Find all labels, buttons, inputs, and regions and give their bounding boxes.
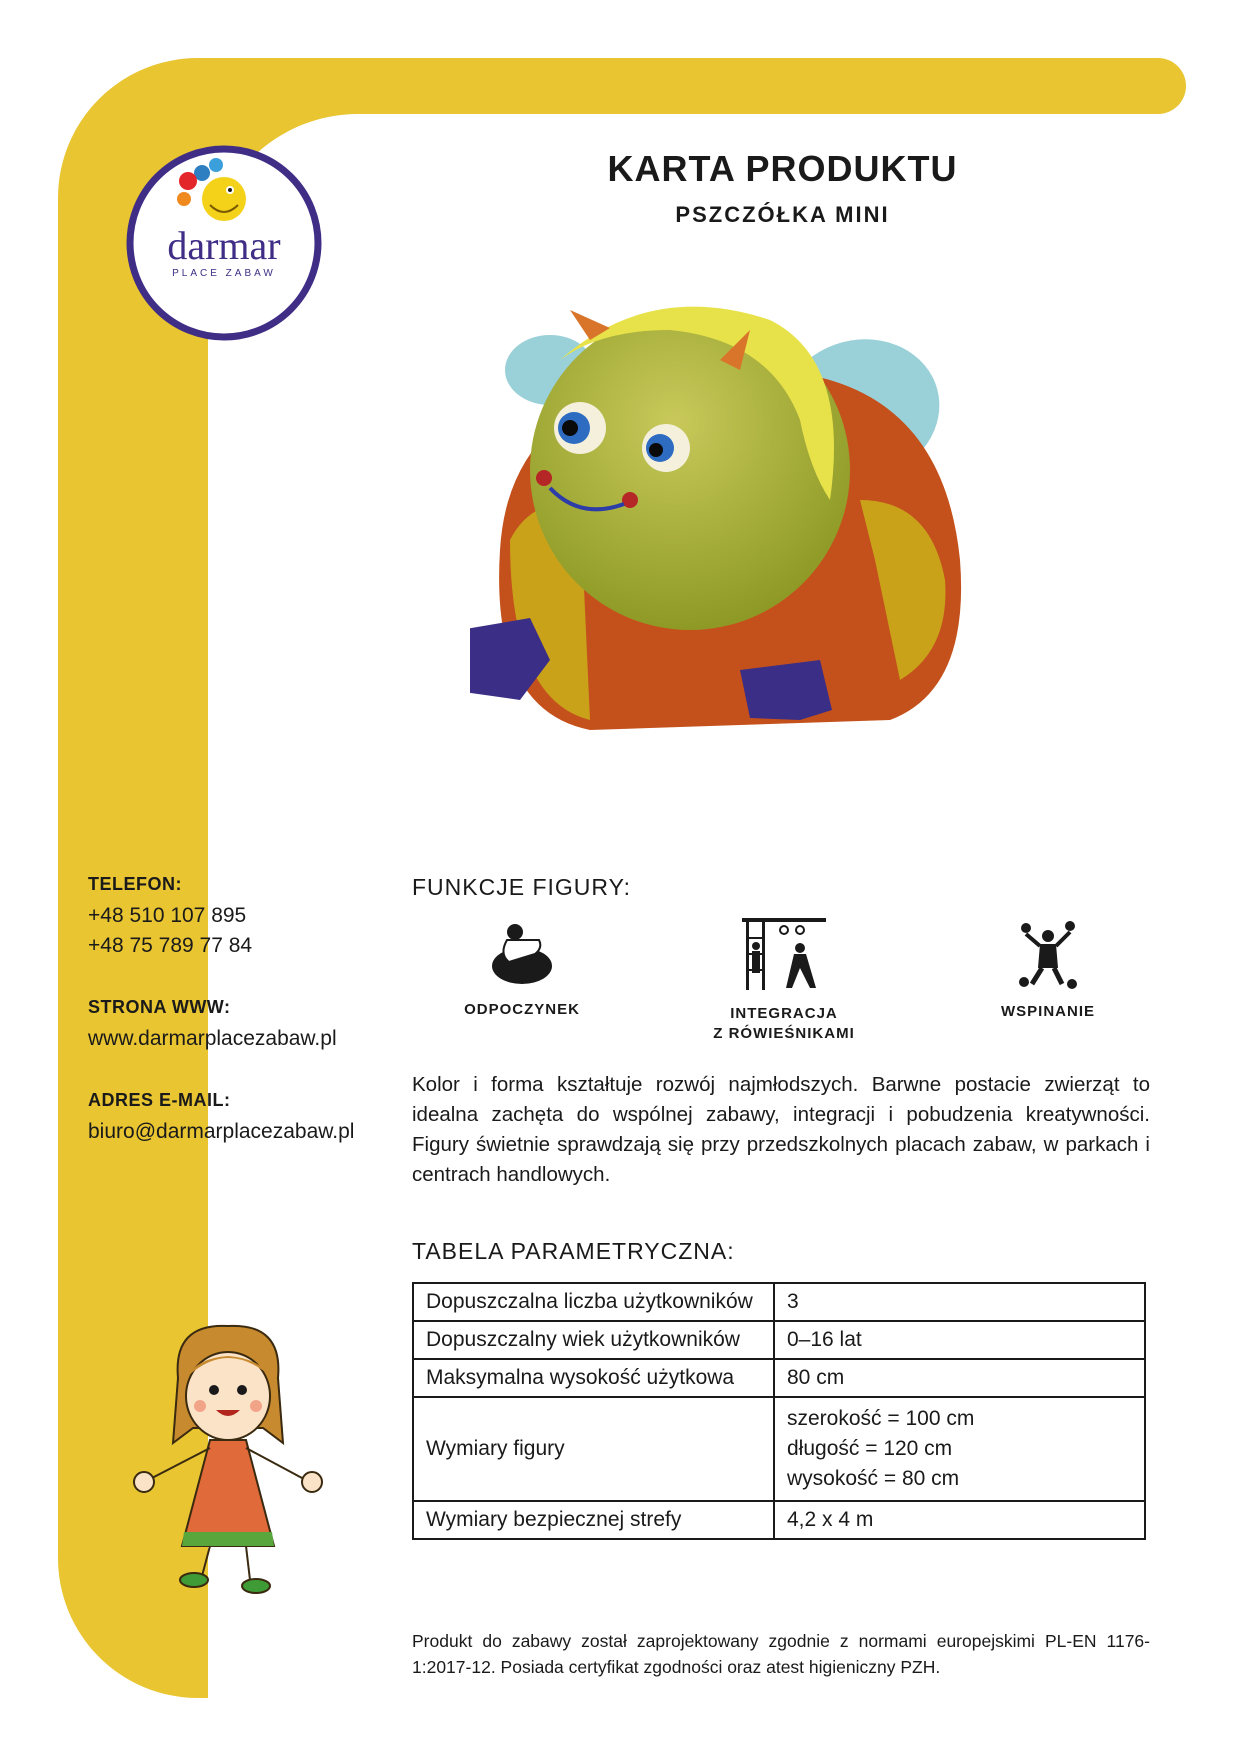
features-list — [412, 918, 1153, 1058]
www-label: STRONA WWW: — [88, 997, 231, 1017]
param-key: Wymiary figury — [413, 1397, 774, 1501]
table-row — [413, 1501, 1145, 1539]
param-key: Maksymalna wysokość użytkowa — [413, 1359, 774, 1397]
email-link[interactable]: biuro@darmarplacezabaw.pl — [88, 1120, 355, 1143]
feature-label: INTEGRACJA — [730, 1005, 838, 1022]
phone-label: TELEFON: — [88, 874, 182, 894]
features-heading: FUNKCJE FIGURY: — [412, 874, 632, 900]
website-link[interactable]: www.darmarplacezabaw.pl — [88, 1027, 337, 1050]
feature-label: WSPINANIE — [1000, 1003, 1095, 1020]
param-value — [774, 1397, 1145, 1501]
param-value: 3 — [774, 1283, 1145, 1321]
param-value: 80 cm — [774, 1359, 1145, 1397]
page-title: KARTA PRODUKTU — [607, 148, 958, 189]
param-value: 4,2 x 4 m — [774, 1501, 1145, 1539]
feature-rest — [412, 918, 632, 1020]
param-key: Dopuszczalna liczba użytkowników — [413, 1283, 774, 1321]
contact-block — [88, 874, 378, 1183]
feature-integration — [674, 918, 894, 1044]
brand-tagline: PLACE ZABAW — [172, 268, 276, 279]
feature-label: ODPOCZYNEK — [464, 1001, 580, 1018]
product-description: Kolor i forma kształtuje rozwój najmłodszych. Barwne postacie zwierząt to idealna zachęta do wspólnej zabawy, integracji i pobudzenia kreatywności. Figury świetnie sprawdzają się przy przedszkolnych placach zabaw, w parkach i centrach handlowych. — [412, 1073, 1150, 1186]
phone-number[interactable]: +48 75 789 77 84 — [88, 934, 253, 957]
feature-climbing — [938, 918, 1158, 1022]
table-row — [413, 1283, 1145, 1321]
bee-figure-image — [470, 300, 1070, 820]
param-value: 0–16 lat — [774, 1321, 1145, 1359]
girl-illustration — [118, 1318, 338, 1598]
params-heading: TABELA PARAMETRYCZNA: — [412, 1238, 735, 1264]
certification-note: Produkt do zabawy został zaprojektowany zgodnie z normami europejskimi PL-EN 1176-1:2017-12. Posiada certyfikat zgodności oraz atest higieniczny PZH. — [412, 1631, 1150, 1677]
feature-label: Z RÓWIEŚNIKAMI — [713, 1025, 855, 1042]
climbing-icon — [1018, 918, 1078, 990]
phone-number[interactable]: +48 510 107 895 — [88, 904, 247, 927]
brand-name: darmar — [167, 223, 281, 268]
table-row — [413, 1321, 1145, 1359]
param-key: Wymiary bezpiecznej strefy — [413, 1501, 774, 1539]
integration-icon — [742, 918, 826, 992]
params-table — [412, 1282, 1146, 1540]
dimension-height: wysokość = 80 cm — [787, 1467, 960, 1490]
table-row — [413, 1359, 1145, 1397]
rest-icon — [487, 918, 557, 988]
table-row — [413, 1397, 1145, 1501]
dimension-width: szerokość = 100 cm — [787, 1407, 975, 1430]
email-label: ADRES E-MAIL: — [88, 1090, 231, 1110]
dimension-length: długość = 120 cm — [787, 1437, 953, 1460]
param-key: Dopuszczalny wiek użytkowników — [413, 1321, 774, 1359]
darmar-logo — [126, 145, 322, 341]
product-name: PSZCZÓŁKA MINI — [675, 202, 890, 227]
